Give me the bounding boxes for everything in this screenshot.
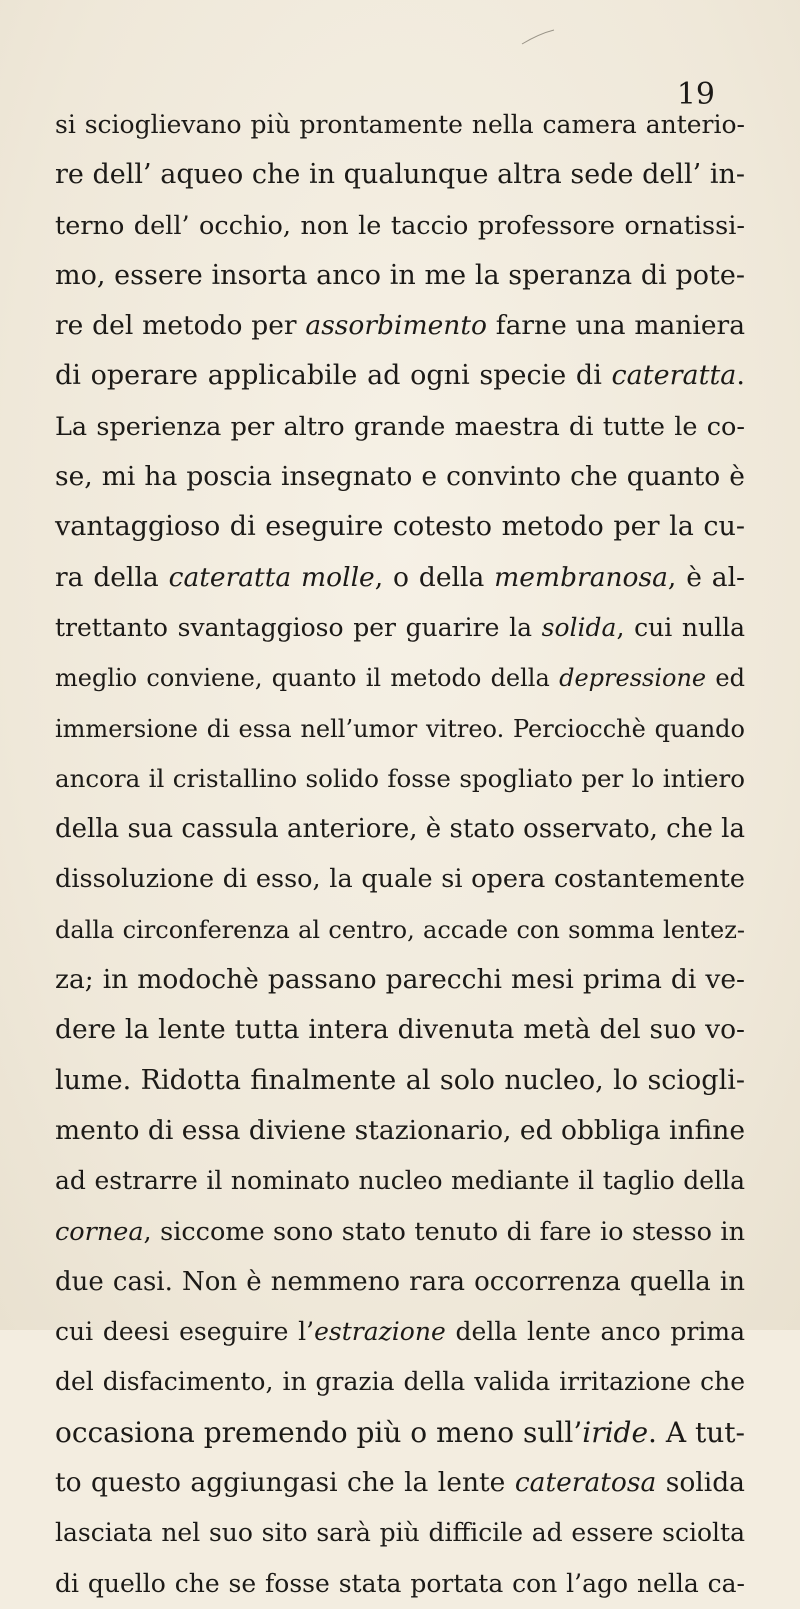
text-line: [55, 502, 745, 552]
text-segment: , o della: [374, 561, 495, 593]
text-line: [55, 553, 745, 603]
italic-text: estrazione: [314, 1317, 446, 1347]
text-line: [55, 402, 745, 452]
text-segment: del disfacimento, in grazia della valida irritazione che: [55, 1367, 745, 1397]
italic-text: solida: [541, 612, 617, 642]
text-segment: ra della: [55, 561, 169, 593]
text-segment: immersione di essa nell’umor vitreo. Perciocchè quando: [55, 714, 745, 743]
text-segment: , siccome sono stato tenuto di fare io stesso in: [143, 1216, 745, 1247]
text-segment: to questo aggiungasi che la lente: [55, 1467, 515, 1499]
text-segment: dalla circonferenza al centro, accade con somma lentez-: [55, 915, 745, 944]
text-line: [55, 251, 745, 301]
text-line: [55, 1156, 745, 1206]
text-line: [55, 1458, 745, 1508]
text-segment: ad estrarre il nominato nucleo mediante il taglio della: [55, 1166, 745, 1196]
text-segment: occasiona premendo più o meno sull’: [55, 1415, 583, 1449]
text-segment: vantaggioso di eseguire cotesto metodo per la cu-: [55, 511, 745, 543]
text-segment: mo, essere insorta anco in me la speranza di pote-: [55, 259, 745, 291]
text-segment: re del metodo per: [55, 310, 306, 342]
body-text: [55, 100, 745, 1609]
italic-text: depressione: [559, 664, 707, 693]
text-line: [55, 1508, 745, 1558]
text-line: [55, 754, 745, 804]
text-segment: terno dell’ occhio, non le taccio professore ornatissi-: [55, 210, 745, 241]
text-line: [55, 452, 745, 502]
text-segment: ed: [706, 664, 745, 693]
text-segment: .: [736, 360, 745, 392]
text-line: [55, 1408, 745, 1458]
text-line: [55, 1357, 745, 1407]
italic-text: iride: [582, 1415, 649, 1449]
text-line: [55, 854, 745, 904]
text-line: [55, 1257, 745, 1307]
text-segment: re dell’ aqueo che in qualunque altra sede dell’ in-: [55, 159, 745, 191]
italic-text: cornea: [55, 1216, 144, 1247]
text-segment: meglio conviene, quanto il metodo della: [55, 664, 560, 693]
text-line: [55, 201, 745, 251]
text-segment: mento di essa diviene stazionario, ed obbliga infine: [55, 1114, 745, 1146]
text-segment: solida: [656, 1467, 745, 1499]
text-line: [55, 100, 745, 150]
italic-text: assorbimento: [305, 310, 487, 342]
text-segment: si scioglievano più prontamente nella camera anterio-: [55, 110, 745, 139]
text-line: [55, 1207, 745, 1257]
text-segment: trettanto svantaggioso per guarire la: [55, 612, 542, 642]
text-line: [55, 804, 745, 854]
text-line: [55, 150, 745, 200]
text-segment: di operare applicabile ad ogni specie di: [55, 360, 612, 392]
text-line: [55, 1056, 745, 1106]
text-segment: , cui nulla: [616, 612, 745, 642]
text-line: [55, 905, 745, 955]
text-segment: della sua cassula anteriore, è stato osservato, che la: [55, 814, 745, 845]
text-line: [55, 301, 745, 351]
text-segment: lasciata nel suo sito sarà più difficile ad essere sciolta: [55, 1518, 745, 1548]
text-segment: di quello che se fosse stata portata con l’ago nella ca-: [55, 1568, 745, 1598]
text-segment: La sperienza per altro grande maestra di tutte le co-: [55, 411, 745, 442]
page-number: 19: [676, 77, 715, 112]
text-line: [55, 1559, 745, 1609]
text-segment: za; in modochè passano parecchi mesi prima di ve-: [55, 964, 745, 996]
text-segment: cui deesi eseguire l’: [55, 1317, 315, 1347]
text-segment: due casi. Non è nemmeno rara occorrenza quella in: [55, 1266, 745, 1297]
text-line: [55, 1307, 745, 1357]
text-segment: lume. Ridotta finalmente al solo nucleo, lo sciogli-: [55, 1064, 745, 1096]
text-line: [55, 1005, 745, 1055]
text-line: [55, 351, 745, 401]
text-segment: . A tut-: [648, 1415, 745, 1449]
italic-text: cateratta: [611, 360, 737, 392]
text-line: [55, 955, 745, 1005]
text-segment: se, mi ha poscia insegnato e convinto che quanto è: [55, 461, 745, 493]
italic-text: membranosa: [494, 561, 668, 593]
text-segment: , è al-: [667, 561, 745, 593]
text-line: [55, 603, 745, 653]
text-line: [55, 704, 745, 754]
text-segment: farne una maniera: [486, 310, 745, 342]
text-segment: dere la lente tutta intera divenuta metà del suo vo-: [55, 1014, 745, 1046]
pencil-mark: [520, 28, 556, 46]
text-line: [55, 653, 745, 703]
text-line: [55, 1106, 745, 1156]
text-segment: dissoluzione di esso, la quale si opera costantemente: [55, 864, 745, 895]
text-segment: ancora il cristallino solido fosse spogliato per lo intiero: [55, 763, 745, 793]
text-segment: della lente anco prima: [445, 1317, 745, 1347]
italic-text: cateratosa: [514, 1467, 657, 1499]
italic-text: cateratta molle: [168, 561, 375, 593]
